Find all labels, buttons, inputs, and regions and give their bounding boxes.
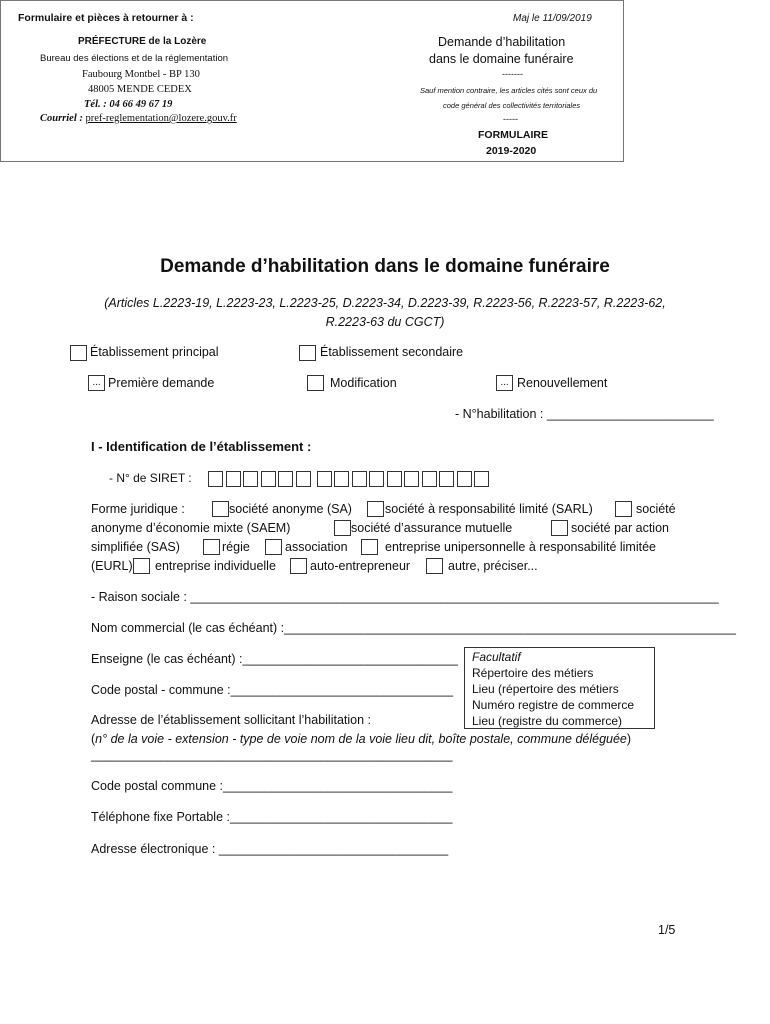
regie-label: régie [222,540,250,554]
siret-digit-box[interactable] [439,471,454,487]
forme-juridique-label: Forme juridique : [91,502,185,516]
modification-checkbox[interactable] [307,375,324,391]
saem-label: anonyme d’économie mixte (SAEM) [91,521,291,535]
prefecture-name: PRÉFECTURE de la Lozère [78,36,207,47]
modification-label: Modification [330,376,397,390]
facultatif-line-4: Lieu (registre du commerce) [472,714,623,728]
adresse-hint: (n° de la voie - extension - type de voie nom de la voie lieu dit, boîte postale, commune déléguée) [91,732,632,746]
association-label: association [285,540,348,554]
siret-digit-box[interactable] [334,471,349,487]
facultatif-line-2: Lieu (répertoire des métiers [472,682,619,696]
siret-input-group[interactable] [208,471,492,487]
saem-checkbox[interactable] [615,501,632,517]
right-title-1: Demande d’habilitation [438,35,566,49]
sas-checkbox[interactable] [551,520,568,536]
siret-digit-box[interactable] [474,471,489,487]
siret-digit-box[interactable] [208,471,223,487]
eurl-checkbox[interactable] [361,539,378,555]
email-line [40,113,237,124]
address-line-1: Faubourg Montbel - BP 130 [82,69,200,80]
principal-checkbox[interactable] [70,345,87,361]
siret-digit-box[interactable] [296,471,311,487]
telephone-field[interactable]: Téléphone fixe Portable :________________________________ [91,810,453,824]
action-label: société par action [571,521,669,535]
header-box [0,0,624,162]
eurl-label-1: entreprise unipersonnelle à responsabilité limitée [385,540,656,554]
adresse-hint-text: n° de la voie - extension - type de voie nom de la voie lieu dit, boîte postale, commune déléguée [95,732,627,746]
auto-label: auto-entrepreneur [310,559,411,573]
note-line-1: Sauf mention contraire, les articles cités sont ceux du [420,86,598,95]
separator-1: ------- [502,69,523,79]
siret-digit-box[interactable] [261,471,276,487]
facultatif-line-3: Numéro registre de commerce [472,698,635,712]
eurl-label-2: (EURL) [91,559,133,573]
page-title: Demande d’habilitation dans le domaine funéraire [160,256,610,277]
facultatif-title: Facultatif [472,650,521,664]
email-field[interactable]: Adresse électronique : _________________________________ [91,842,449,856]
premiere-checkbox[interactable]: ... [88,375,105,391]
adresse-label: Adresse de l’établissement sollicitant l’habilitation : [91,713,372,727]
renouvellement-label: Renouvellement [517,376,608,390]
siret-digit-box[interactable] [404,471,419,487]
tel-label: Tél. : [84,99,107,110]
siret-digit-box[interactable] [457,471,472,487]
siret-digit-box[interactable] [317,471,332,487]
update-date: Maj le 11/09/2019 [513,13,592,24]
regie-checkbox[interactable] [203,539,220,555]
mutuelle-label: société d’assurance mutuelle [351,521,513,535]
sarl-label: société à responsabilité limité (SARL) [385,502,593,516]
tel-number: 04 66 49 67 19 [109,99,173,110]
habilitation-field[interactable]: - N°habilitation : ________________________ [455,407,714,421]
nom-commercial-field[interactable]: Nom commercial (le cas échéant) :_________________________________________________________________ [91,621,736,635]
renouvellement-checkbox[interactable]: ... [496,375,513,391]
siret-digit-box[interactable] [387,471,402,487]
email-label: Courriel : [40,113,83,124]
code-postal-commune-field[interactable]: Code postal - commune :________________________________ [91,683,454,697]
enseigne-field[interactable]: Enseigne (le cas échéant) :_______________________________ [91,652,458,666]
separator-2: ----- [503,114,518,124]
societe-label: société [636,502,676,516]
siret-digit-box[interactable] [278,471,293,487]
address-line-2: 48005 MENDE CEDEX [88,84,192,95]
sarl-checkbox[interactable] [367,501,384,517]
siret-digit-box[interactable] [226,471,241,487]
bureau-name: Bureau des élections et de la réglementation [40,53,229,64]
mutuelle-checkbox[interactable] [334,520,351,536]
raison-sociale-field[interactable]: - Raison sociale : ____________________________________________________________________________ [91,590,719,604]
adresse-field[interactable]: ____________________________________________________ [91,748,453,762]
siret-digit-box[interactable] [352,471,367,487]
email-link[interactable]: pref-reglementation@lozere.gouv.fr [85,113,237,124]
siret-digit-box[interactable] [422,471,437,487]
autre-checkbox[interactable] [426,558,443,574]
individuelle-checkbox[interactable] [133,558,150,574]
code-postal-field[interactable]: Code postal commune :_________________________________ [91,779,453,793]
page-number: 1/5 [658,923,676,937]
siret-digit-box[interactable] [243,471,258,487]
articles-line-2: R.2223-63 du CGCT) [325,315,445,329]
sa-checkbox[interactable] [212,501,229,517]
right-title-2: dans le domaine funéraire [429,52,574,66]
principal-label: Établissement principal [90,345,219,359]
individuelle-label: entreprise individuelle [155,559,276,573]
sas-label: simplifiée (SAS) [91,540,180,554]
note-line-2: code général des collectivités territoriales [443,101,581,110]
telephone-line [84,99,172,110]
sa-label: société anonyme (SA) [229,502,352,516]
secondaire-checkbox[interactable] [299,345,316,361]
association-checkbox[interactable] [265,539,282,555]
siret-label: - N° de SIRET : [109,471,192,485]
return-label: Formulaire et pièces à retourner à : [18,12,194,24]
facultatif-box [464,647,655,729]
facultatif-line-1: Répertoire des métiers [472,666,594,680]
articles-line-1: (Articles L.2223-19, L.2223-23, L.2223-25, D.2223-34, D.2223-39, R.2223-56, R.2223-57, R.2223-62, [104,296,666,310]
autre-label: autre, préciser... [448,559,538,573]
secondaire-label: Établissement secondaire [320,345,464,359]
siret-digit-box[interactable] [369,471,384,487]
form-label: FORMULAIRE [478,129,548,141]
premiere-label: Première demande [108,376,215,390]
section-1-title: I - Identification de l’établissement : [91,439,312,454]
auto-checkbox[interactable] [290,558,307,574]
form-years: 2019-2020 [486,145,537,157]
